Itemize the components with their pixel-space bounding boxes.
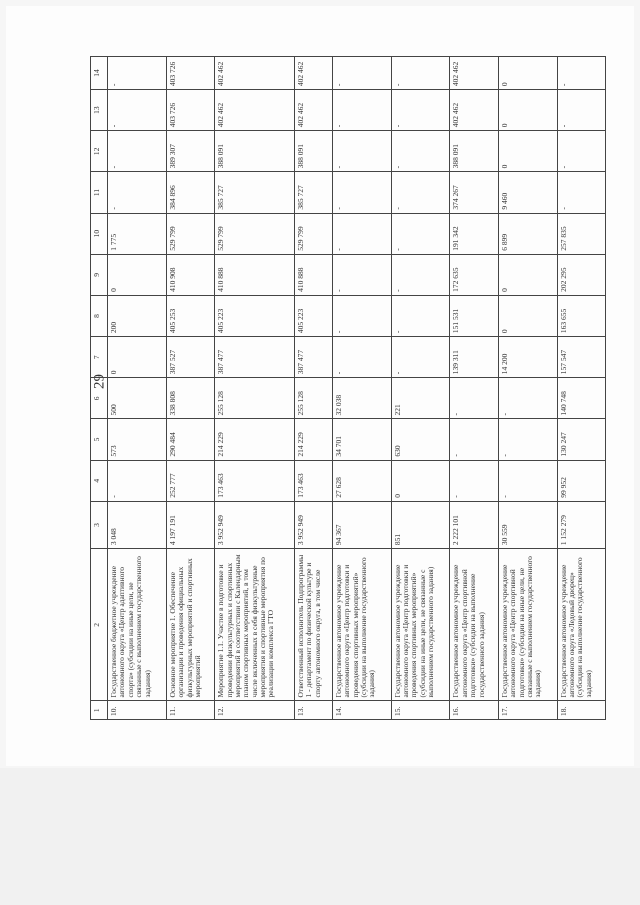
value-cell: -: [498, 419, 557, 460]
value-cell: 402 462: [450, 57, 498, 90]
table-row: [391, 57, 450, 720]
rotated-table-wrapper: [90, 56, 606, 720]
value-cell: -: [332, 337, 391, 378]
value-cell: 0: [498, 295, 557, 336]
value-cell: 172 635: [450, 254, 498, 295]
value-cell: 2 222 101: [450, 501, 498, 548]
column-header: 11: [91, 172, 108, 213]
value-cell: 0: [498, 90, 557, 131]
row-number-cell: 14.: [332, 701, 391, 720]
column-header: 4: [91, 460, 108, 501]
value-cell: 173 463: [295, 460, 333, 501]
row-name-cell: Ответственный исполнитель Подпрограммы 1 - департамент по физической культуре и спорту автономного округа, в том числе: [295, 549, 333, 701]
row-name-cell: Государственное бюджетное учреждение автономного округа «Центр адаптивного спорта» (субсидии на иные цели, не связанные с выполнением государственного задания): [108, 549, 167, 701]
value-cell: 34 701: [332, 419, 391, 460]
row-number-cell: 11.: [166, 701, 214, 720]
value-cell: 94 367: [332, 501, 391, 548]
value-cell: 388 091: [215, 131, 295, 172]
value-cell: 1 775: [108, 213, 167, 254]
value-cell: 14 200: [498, 337, 557, 378]
table-row: [215, 57, 295, 720]
table-row: [295, 57, 333, 720]
value-cell: 130 247: [557, 419, 605, 460]
column-header: 13: [91, 90, 108, 131]
row-name-cell: Государственное автономное учреждение автономного округа «Ледовый дворец» (субсидии на выполнение государственного задания): [557, 549, 605, 701]
table-row: [108, 57, 167, 720]
value-cell: 173 463: [215, 460, 295, 501]
value-cell: 0: [498, 254, 557, 295]
value-cell: 402 462: [295, 90, 333, 131]
value-cell: -: [391, 90, 450, 131]
value-cell: 3 952 949: [215, 501, 295, 548]
value-cell: 402 462: [450, 90, 498, 131]
value-cell: 402 462: [215, 57, 295, 90]
value-cell: 410 888: [295, 254, 333, 295]
value-cell: -: [332, 254, 391, 295]
value-cell: -: [391, 131, 450, 172]
table-row: [332, 57, 391, 720]
row-name-cell: Государственное автономное учреждение автономного округа «Центр спортивной подготовки» (субсидии на иные цели, не связанные с выполнением государственного задания): [498, 549, 557, 701]
value-cell: -: [557, 90, 605, 131]
value-cell: -: [108, 131, 167, 172]
value-cell: -: [332, 90, 391, 131]
column-header: 6: [91, 378, 108, 419]
value-cell: 0: [498, 131, 557, 172]
value-cell: 151 531: [450, 295, 498, 336]
value-cell: 4 197 191: [166, 501, 214, 548]
row-number-cell: 16.: [450, 701, 498, 720]
row-name-cell: Мероприятие 1.1. Участие в подготовке и проведении физкультурных и спортивных мероприятий в соответствии с Календарным планом спортивных мероприятий, в том числе включенных в себя физкультурные мероприятия и спортивные мероприятия по реализации комплекса ГТО: [215, 549, 295, 701]
value-cell: 255 128: [295, 378, 333, 419]
value-cell: 252 777: [166, 460, 214, 501]
value-cell: 0: [391, 460, 450, 501]
value-cell: -: [332, 172, 391, 213]
value-cell: -: [332, 131, 391, 172]
value-cell: 214 229: [295, 419, 333, 460]
column-header: 3: [91, 501, 108, 548]
value-cell: 200: [108, 295, 167, 336]
row-number-cell: 13.: [295, 701, 333, 720]
value-cell: 3 048: [108, 501, 167, 548]
column-header: 5: [91, 419, 108, 460]
value-cell: 30 559: [498, 501, 557, 548]
value-cell: 387 477: [295, 337, 333, 378]
value-cell: 410 888: [215, 254, 295, 295]
value-cell: -: [332, 295, 391, 336]
value-cell: 3 952 949: [295, 501, 333, 548]
value-cell: -: [391, 57, 450, 90]
row-name-cell: Государственное автономное учреждение автономного округа «Центр подготовки и проведения спортивных мероприятий» (субсидии на иные цели, не связанные с выполнением государственного задания): [391, 549, 450, 701]
value-cell: 389 307: [166, 131, 214, 172]
value-cell: 221: [391, 378, 450, 419]
value-cell: 385 727: [295, 172, 333, 213]
table-row: [498, 57, 557, 720]
column-header: 8: [91, 295, 108, 336]
row-number-cell: 12.: [215, 701, 295, 720]
table-row: [450, 57, 498, 720]
row-name-cell: Государственное автономное учреждение автономного округа «Центр подготовки и проведения спортивных мероприятий» (субсидии на выполнение государственного задания): [332, 549, 391, 701]
value-cell: 402 462: [295, 57, 333, 90]
header-row: [91, 57, 108, 720]
value-cell: 500: [108, 378, 167, 419]
value-cell: 529 799: [295, 213, 333, 254]
value-cell: 405 223: [215, 295, 295, 336]
column-header: 2: [91, 549, 108, 701]
value-cell: 191 342: [450, 213, 498, 254]
column-header: 14: [91, 57, 108, 90]
table-row: [166, 57, 214, 720]
value-cell: 630: [391, 419, 450, 460]
value-cell: 388 091: [295, 131, 333, 172]
value-cell: 0: [498, 57, 557, 90]
row-number-cell: 10.: [108, 701, 167, 720]
value-cell: -: [498, 460, 557, 501]
value-cell: 402 462: [215, 90, 295, 131]
value-cell: -: [108, 57, 167, 90]
row-number-cell: 18.: [557, 701, 605, 720]
page-number: 29: [91, 374, 108, 389]
value-cell: -: [391, 254, 450, 295]
value-cell: -: [450, 419, 498, 460]
row-name-cell: Государственное автономное учреждение автономного округа «Центр спортивной подготовки» (субсидии на выполнение государственного задания): [450, 549, 498, 701]
value-cell: 140 748: [557, 378, 605, 419]
value-cell: 255 128: [215, 378, 295, 419]
value-cell: 338 808: [166, 378, 214, 419]
value-cell: 0: [108, 254, 167, 295]
value-cell: 6 899: [498, 213, 557, 254]
value-cell: 202 295: [557, 254, 605, 295]
value-cell: 384 896: [166, 172, 214, 213]
value-cell: 0: [108, 337, 167, 378]
value-cell: 387 527: [166, 337, 214, 378]
value-cell: 163 655: [557, 295, 605, 336]
column-header: 10: [91, 213, 108, 254]
value-cell: 9 460: [498, 172, 557, 213]
value-cell: -: [391, 172, 450, 213]
row-name-cell: Основное мероприятие 1. Обеспечение организации и проведения официальных физкультурных мероприятий и спортивных мероприятий: [166, 549, 214, 701]
value-cell: 851: [391, 501, 450, 548]
value-cell: -: [332, 57, 391, 90]
column-header: 7: [91, 337, 108, 378]
value-cell: 405 253: [166, 295, 214, 336]
value-cell: 410 908: [166, 254, 214, 295]
value-cell: 139 311: [450, 337, 498, 378]
value-cell: -: [391, 295, 450, 336]
value-cell: 529 799: [215, 213, 295, 254]
value-cell: 214 229: [215, 419, 295, 460]
value-cell: -: [108, 460, 167, 501]
value-cell: -: [557, 131, 605, 172]
row-number-cell: 15.: [391, 701, 450, 720]
value-cell: -: [391, 213, 450, 254]
value-cell: -: [108, 90, 167, 131]
value-cell: 99 952: [557, 460, 605, 501]
value-cell: 388 091: [450, 131, 498, 172]
value-cell: 573: [108, 419, 167, 460]
value-cell: 529 799: [166, 213, 214, 254]
value-cell: 257 835: [557, 213, 605, 254]
table-row: [557, 57, 605, 720]
value-cell: 405 223: [295, 295, 333, 336]
value-cell: 387 477: [215, 337, 295, 378]
value-cell: 385 727: [215, 172, 295, 213]
column-header: 1: [91, 701, 108, 720]
value-cell: 290 484: [166, 419, 214, 460]
value-cell: 32 038: [332, 378, 391, 419]
column-header: 9: [91, 254, 108, 295]
value-cell: 157 547: [557, 337, 605, 378]
value-cell: 1 152 279: [557, 501, 605, 548]
value-cell: -: [557, 172, 605, 213]
value-cell: 403 726: [166, 57, 214, 90]
column-header: 12: [91, 131, 108, 172]
row-number-cell: 17.: [498, 701, 557, 720]
value-cell: 27 628: [332, 460, 391, 501]
value-cell: -: [450, 378, 498, 419]
value-cell: -: [332, 213, 391, 254]
scan-background: [0, 768, 640, 905]
value-cell: -: [391, 337, 450, 378]
value-cell: -: [557, 57, 605, 90]
value-cell: -: [108, 172, 167, 213]
value-cell: -: [450, 460, 498, 501]
value-cell: -: [498, 378, 557, 419]
value-cell: 403 726: [166, 90, 214, 131]
budget-table: [90, 56, 606, 720]
value-cell: 374 267: [450, 172, 498, 213]
